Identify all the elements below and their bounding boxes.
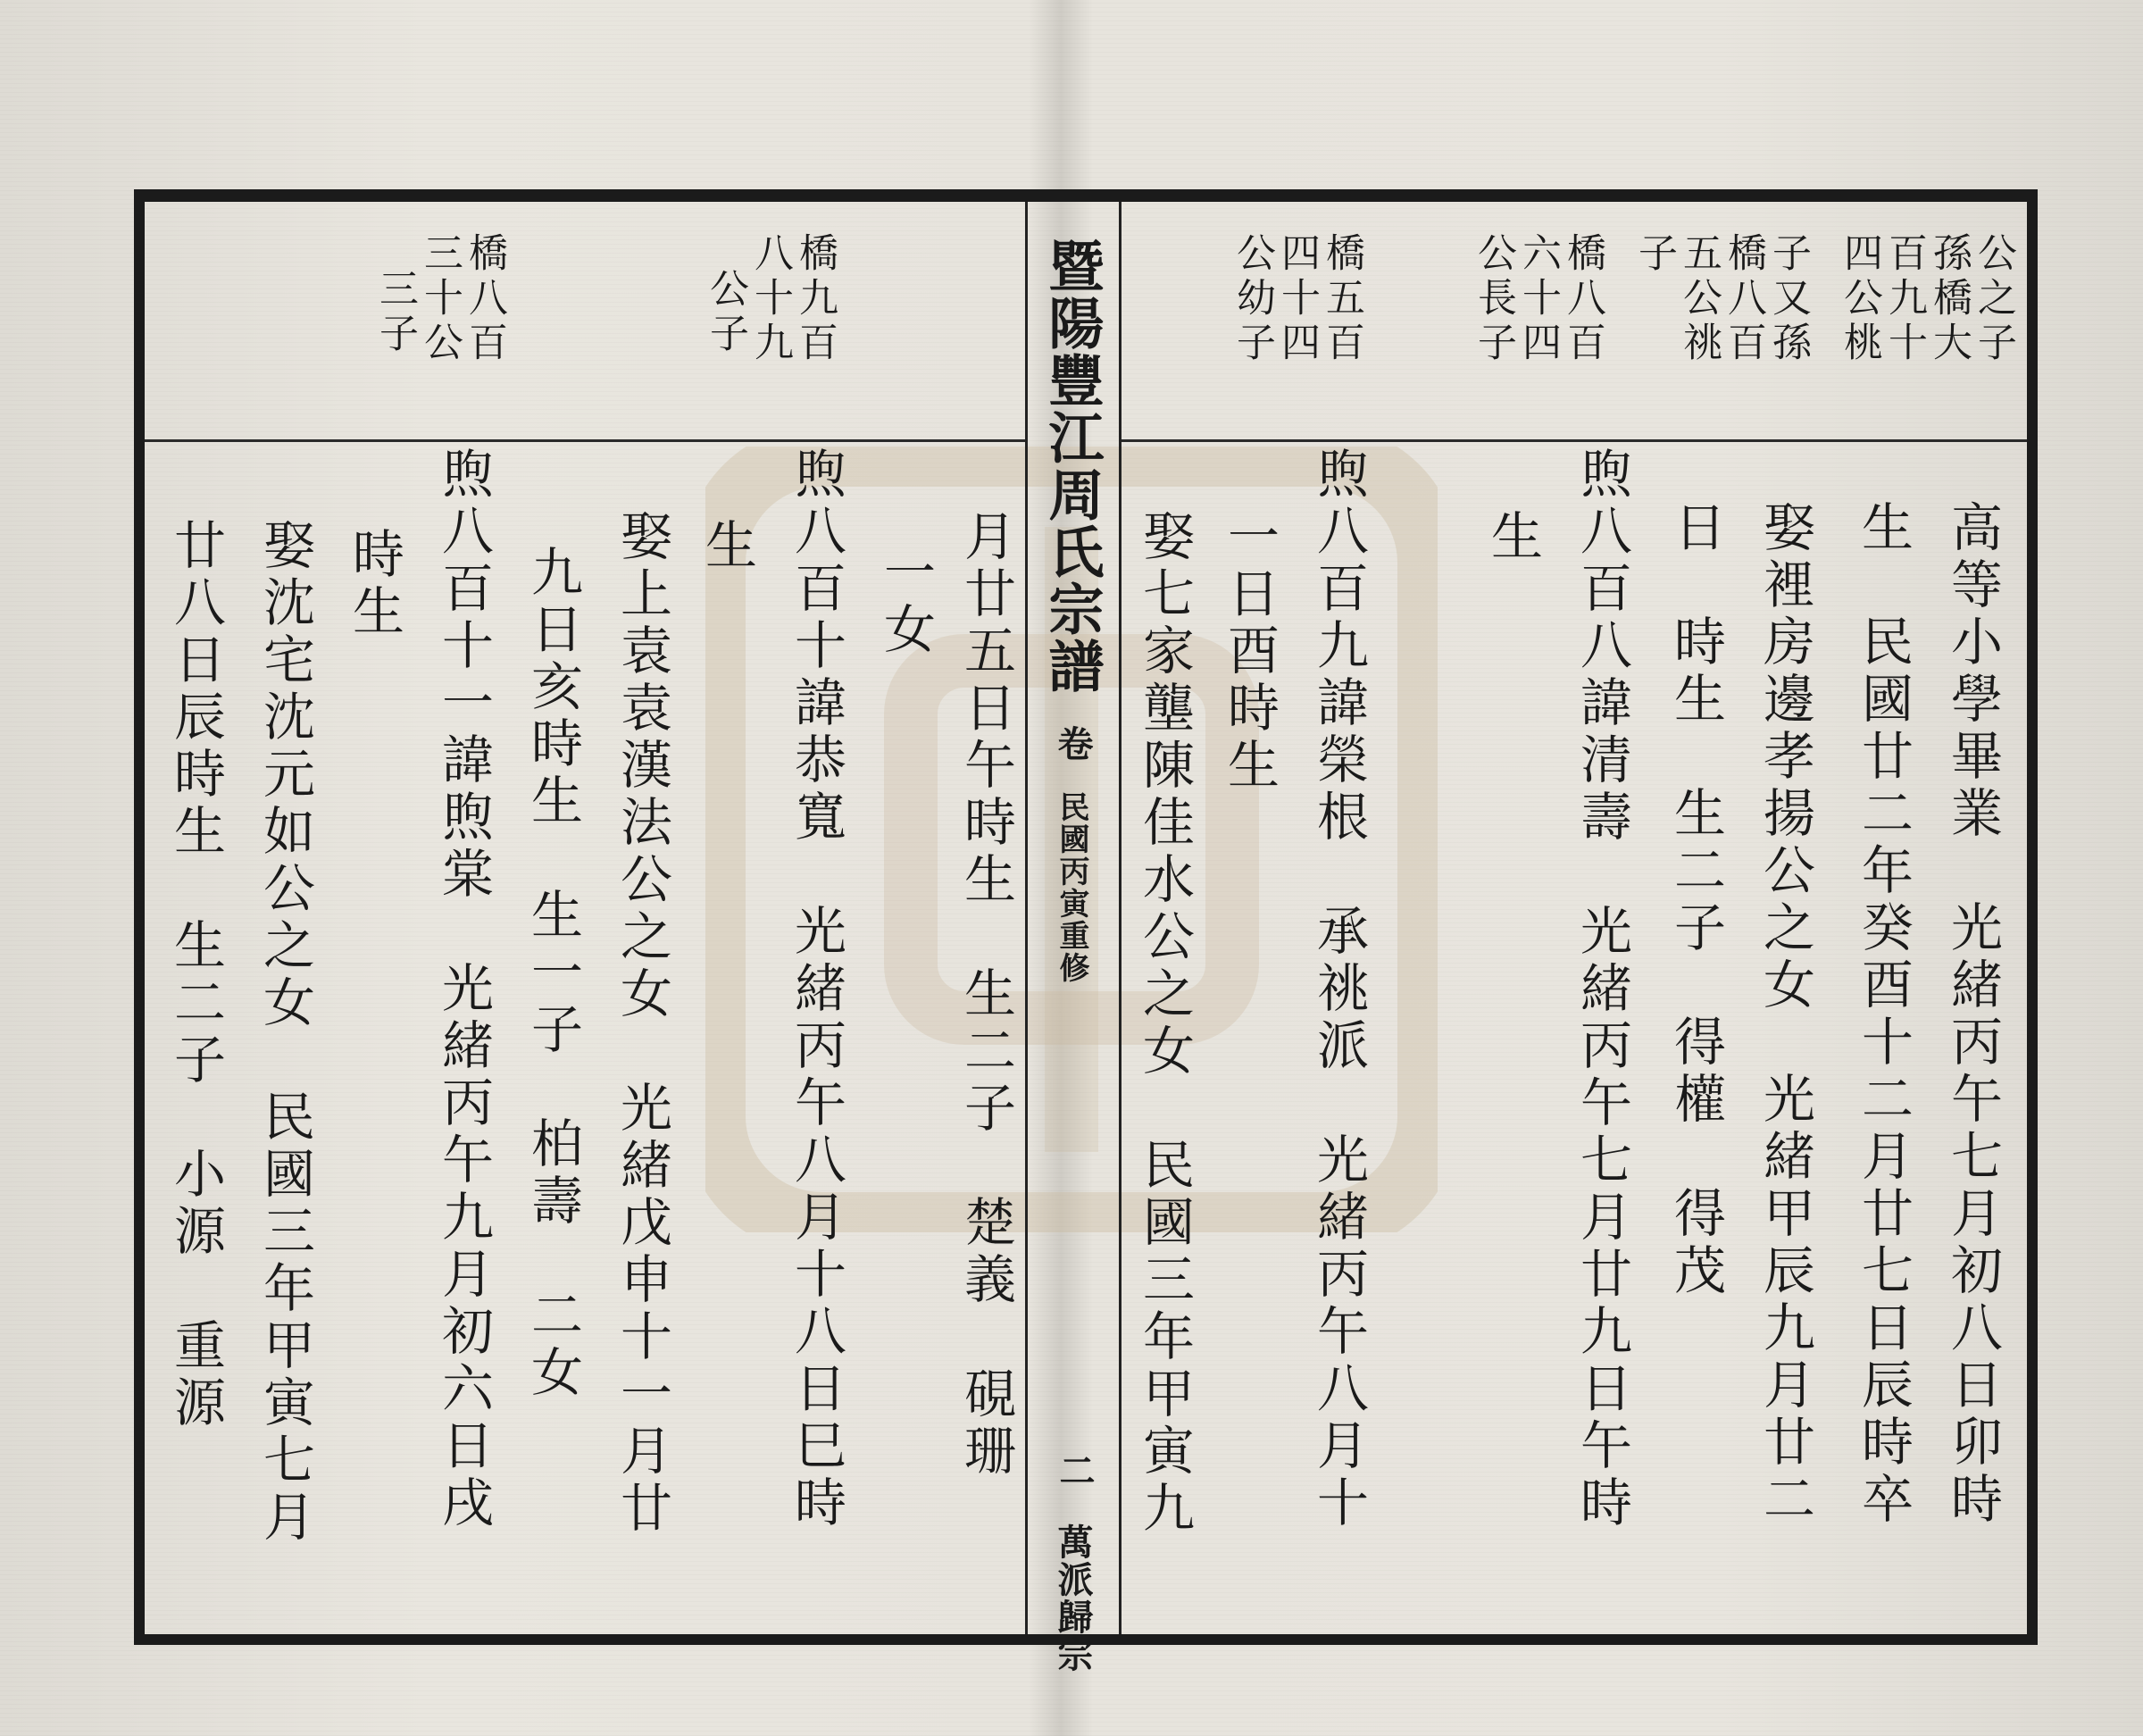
lower-col-1: 高等小學畢業 光緒丙午七月初八日卯時 (1942, 500, 2003, 1529)
lower-col-18: 娶沈宅沈元如公之女 民國三年甲寅七月 (254, 518, 315, 1547)
lower-col-10: 月廿五日午時生 生二子 楚義 硯珊 (955, 509, 1016, 1481)
upper-col-18: 橋八百 (462, 232, 507, 366)
upper-col-3: 百九十 (1881, 232, 1927, 366)
upper-col-9: 橋八百 (1560, 232, 1605, 366)
upper-col-10: 六十四 (1515, 232, 1561, 366)
upper-col-14: 公幼子 (1230, 232, 1275, 366)
lower-col-8: 一日酉時生 (1219, 509, 1280, 795)
lower-col-3: 娶裡房邊孝揚公之女 光緒甲辰九月廿二 (1755, 500, 1815, 1529)
upper-col-8: 子 (1631, 232, 1677, 277)
lower-col-17: 時生 (344, 527, 404, 641)
upper-col-6: 橋八百 (1721, 232, 1766, 366)
lower-col-7: 煦八百九諱榮根 承祧派 光緒丙午八月十 (1308, 447, 1369, 1532)
upper-col-12: 橋五百 (1319, 232, 1364, 366)
lower-col-5: 煦八百八諱清壽 光緒丙午七月廿九日午時 (1572, 447, 1632, 1532)
upper-col-2: 孫橋大 (1926, 232, 1972, 366)
lower-col-2: 生 民國廿二年癸酉十二月廿七日辰時卒 (1853, 500, 1914, 1529)
upper-col-19: 三十公 (417, 232, 463, 366)
upper-col-11: 公長子 (1471, 232, 1516, 366)
upper-col-16: 八十九 (747, 232, 793, 366)
lower-col-9: 娶七家壟陳佳水公之女 民國三年甲寅九 (1134, 509, 1195, 1538)
lower-col-14: 娶上袁袁漢法公之女 光緒戊申十一月廿 (612, 509, 672, 1538)
revision-note: 民國丙寅重修 (1054, 791, 1089, 984)
lower-col-12: 煦八百十諱恭寬 光緒丙午八月十八日巳時 (786, 447, 846, 1532)
divider-line-left (145, 439, 1025, 442)
lower-col-11: 一女 (875, 545, 936, 659)
lower-col-15: 九日亥時生 生一子 柏壽 二女 (522, 545, 583, 1402)
upper-col-7: 五公祧 (1676, 232, 1722, 366)
upper-col-20: 三子 (372, 268, 418, 357)
lower-col-13: 生 (696, 518, 757, 575)
branch-label: 萬派歸宗 (1052, 1523, 1094, 1673)
center-spine (1025, 202, 1122, 1673)
page-number: 二 (1054, 1452, 1096, 1490)
upper-col-4: 四公桃 (1837, 232, 1882, 366)
upper-col-13: 四十四 (1274, 232, 1320, 366)
volume-label: 卷 (1052, 725, 1094, 763)
upper-col-5: 子又孫 (1765, 232, 1811, 366)
lower-col-19: 廿八日辰時生 生二子 小源 重源 (165, 518, 226, 1432)
lower-col-6: 生 (1482, 509, 1543, 566)
lower-col-16: 煦八百十一諱煦棠 光緒丙午九月初六日戌 (433, 447, 494, 1532)
upper-col-15: 橋九百 (792, 232, 838, 366)
upper-col-1: 公之子 (1971, 232, 2016, 366)
upper-col-17: 公子 (703, 268, 748, 357)
divider-line-right (1122, 439, 2027, 442)
lower-col-4: 日 時生 生二子 得權 得茂 (1665, 500, 1726, 1300)
book-title: 暨陽豐江周氏宗譜 (1039, 238, 1105, 695)
